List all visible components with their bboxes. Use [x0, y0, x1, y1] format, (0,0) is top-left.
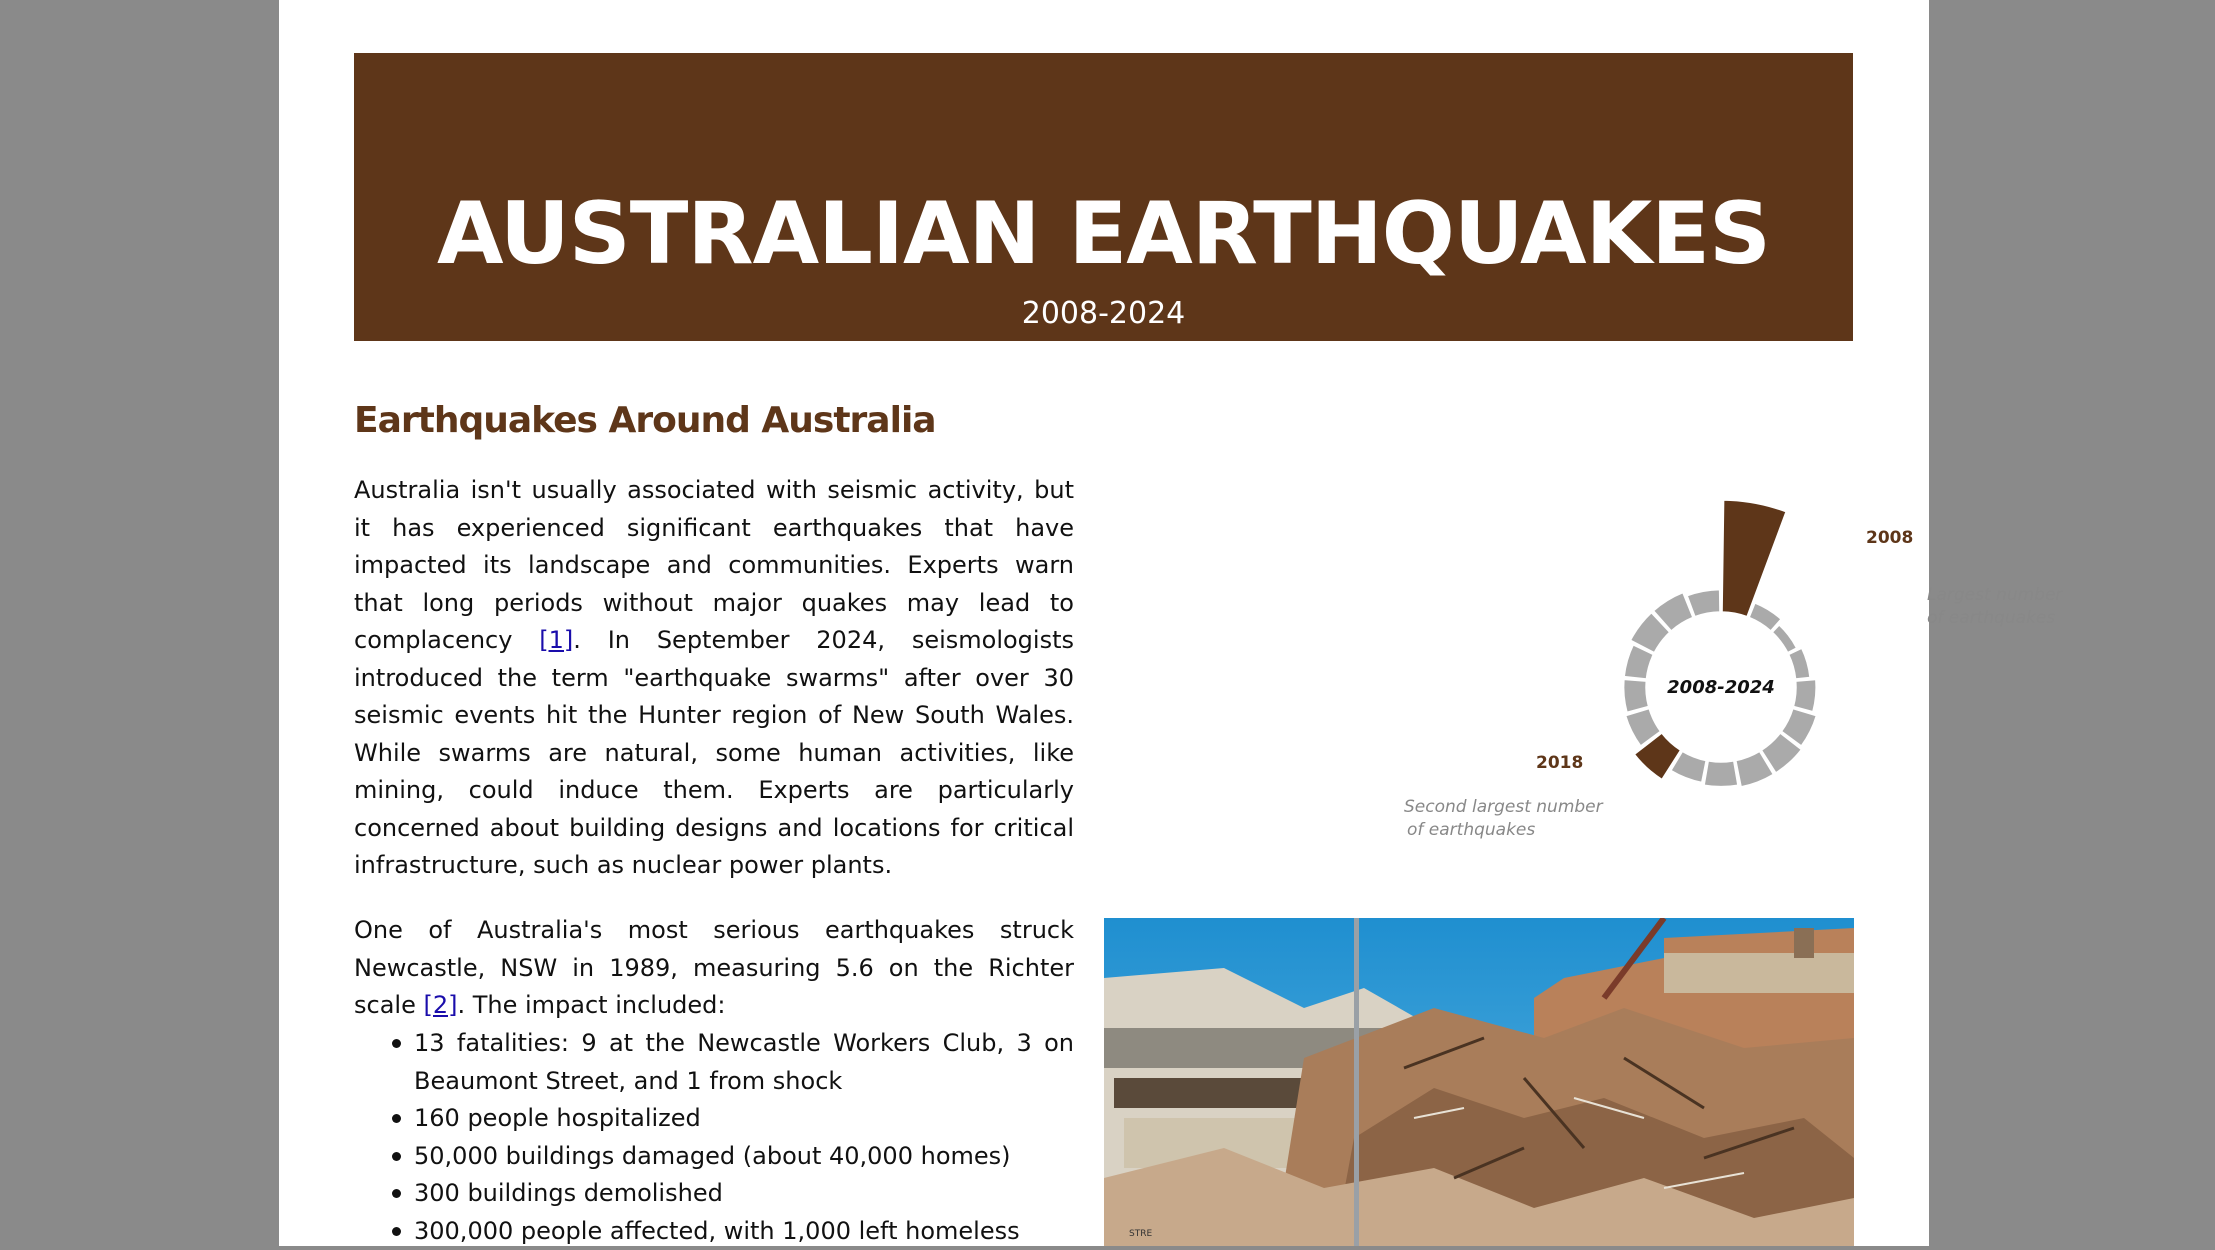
- chart-label-2018: 2018: [1536, 753, 1583, 773]
- list-item: 50,000 buildings damaged (about 40,000 homes): [392, 1138, 1074, 1176]
- chart-label-2008: 2008: [1866, 528, 1913, 548]
- reference-link-2[interactable]: [2]: [423, 991, 457, 1019]
- list-item: 300 buildings demolished: [392, 1175, 1074, 1213]
- list-item: 300,000 people affected, with 1,000 left homeless: [392, 1213, 1074, 1250]
- chart-bar-2012: [1793, 680, 1816, 712]
- list-item: 13 fatalities: 9 at the Newcastle Workers Club, 3 on Beaumont Street, and 1 from shock: [392, 1025, 1074, 1100]
- intro-paragraph: [354, 472, 1074, 885]
- intro-text-b: . In September 2024, seismologists introduced the term "earthquake swarms" after over 30 seismic events hit the Hunter region of New South Wales. While swarms are natural, some human activities, like mining, could induce them. Experts are particularly concerned about building designs and locations for critical infrastructure, such as nuclear power plants.: [354, 626, 1074, 879]
- chart-center-label: 2008-2024: [1667, 677, 1775, 698]
- chart-bar-2024: [1687, 590, 1720, 617]
- earthquake-radial-chart: [1364, 470, 2084, 870]
- list-item: 160 people hospitalized: [392, 1100, 1074, 1138]
- intro-text-a: Australia isn't usually associated with seismic activity, but it has experienced significant earthquakes that have impacted its landscape and communities. Experts warn that long periods without major quakes may lead to complacency: [354, 476, 1074, 654]
- page-subtitle: 2008-2024: [354, 299, 1853, 329]
- chart-bar-2010: [1772, 625, 1796, 653]
- impact-list: [354, 1025, 1074, 1250]
- annotation-second-1: Second largest number: [1404, 797, 1604, 817]
- header-banner: [354, 53, 1853, 341]
- page: [279, 0, 1929, 1246]
- photo-watermark: STRE: [1129, 1229, 1152, 1239]
- newcastle-paragraph: [354, 912, 1074, 1025]
- chart-bar-2009: [1749, 603, 1781, 631]
- chart-bar-2008: [1722, 500, 1786, 617]
- page-title: AUSTRALIAN EARTHQUAKES: [354, 191, 1853, 277]
- section-heading: Earthquakes Around Australia: [354, 400, 936, 441]
- newcastle-text-a: One of Australia's most serious earthquakes struck Newcastle, NSW in 1989, measuring 5.6 on the Richter scale: [354, 916, 1074, 1019]
- annotation-second-2: of earthquakes: [1407, 820, 1535, 840]
- chart-bar-2011: [1789, 648, 1810, 679]
- reference-link-1[interactable]: [1]: [539, 626, 573, 654]
- newcastle-damage-photo: [1104, 918, 1854, 1246]
- newcastle-text-b: . The impact included:: [457, 991, 725, 1019]
- chart-bar-2016: [1704, 761, 1738, 787]
- chart-bar-2020: [1624, 679, 1649, 712]
- annotation-largest-2: of earthquakes: [1927, 608, 2055, 628]
- annotation-largest-1: Largest number: [1927, 585, 2063, 605]
